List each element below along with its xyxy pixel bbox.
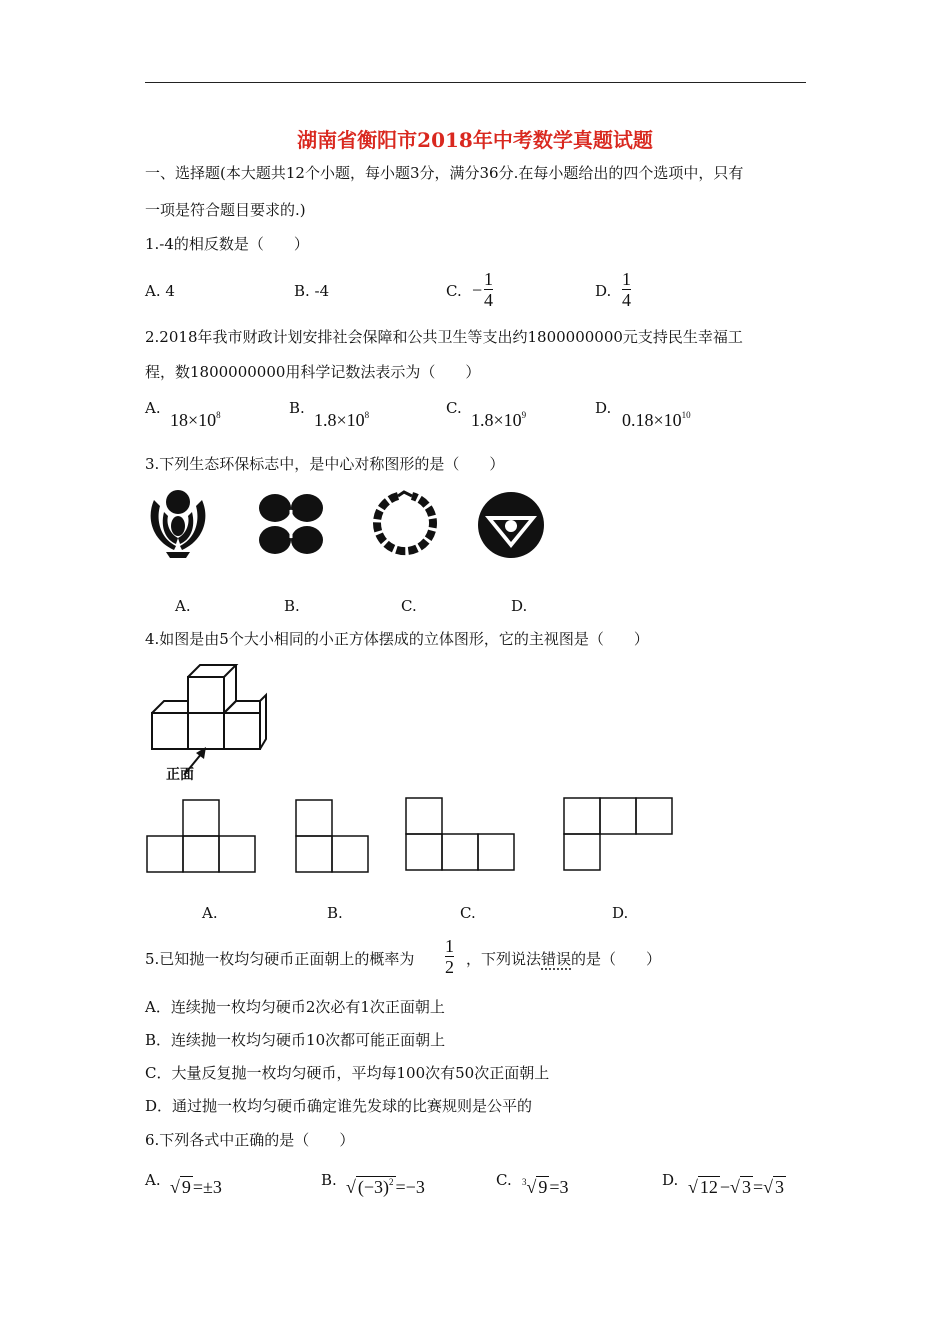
q5-option-b: B．连续抛一枚均匀硬币10次都可能正面朝上: [145, 1031, 446, 1049]
q3-label-d: D.: [511, 597, 528, 615]
q2-stem-line1: 2.2018年我市财政计划安排社会保障和公共卫生等支出约1800000000元支持民生幸福工: [145, 328, 743, 346]
q3-label-b: B.: [284, 597, 300, 615]
q2-option-b-label: B.: [289, 399, 305, 417]
q6-option-d-expr: √ 12 −√ 3 =√ 3: [688, 1177, 784, 1197]
q6-option-c-radicand: 9: [538, 1177, 548, 1197]
q6-option-c-index: 3: [522, 1177, 527, 1187]
q6-option-d-radicand-1: 12: [699, 1177, 718, 1197]
q6-option-c-rest: =3: [549, 1177, 569, 1197]
q2-option-d-base: 0.18×10: [622, 410, 682, 430]
q2-option-a-exponent: 8: [216, 410, 221, 420]
q3-label-a: A.: [175, 597, 191, 615]
q5-fraction-denominator: 2: [445, 957, 454, 977]
q3-stem: 3.下列生态环保标志中，是中心对称图形的是（ ）: [145, 455, 505, 473]
q6-option-c-label: C.: [496, 1171, 512, 1189]
q6-option-d-label: D.: [662, 1171, 679, 1189]
q1-option-c-label: C.: [446, 282, 462, 300]
q4-option-d-view: [562, 796, 676, 874]
q5-option-d: D．通过抛一枚均匀硬币确定谁先发球的比赛规则是公平的: [145, 1097, 533, 1115]
eco-symbol-b-icon: [253, 490, 329, 558]
q6-option-b-label: B.: [321, 1171, 337, 1189]
q6-option-c-expr: $^3$√ 9 =3: [522, 1177, 569, 1197]
q2-option-d-exponent: 10: [681, 410, 691, 420]
q5-option-c: C．大量反复抛一枚均匀硬币，平均每100次有50次正面朝上: [145, 1064, 550, 1082]
q2-option-a-expr: [170, 410, 221, 431]
q1-option-c-fraction: [484, 269, 493, 310]
q4-label-d: D.: [612, 904, 629, 922]
cube-stack-figure: [146, 663, 268, 781]
q2-option-c-expr: [471, 410, 526, 431]
q1-option-d-fraction: [622, 269, 631, 310]
q6-option-d-radicand-2: 3: [741, 1177, 751, 1197]
q4-option-c-view: [404, 796, 516, 874]
q2-option-a-base: 18×10: [170, 410, 217, 430]
q1-option-b: B. -4: [294, 282, 330, 300]
eco-symbol-a-icon: [146, 488, 210, 560]
q1-option-c-numerator: 1: [484, 269, 493, 289]
q1-option-d-numerator: 1: [622, 269, 631, 289]
q2-option-c-exponent: 9: [521, 410, 527, 420]
q5-stem-rest: [466, 949, 661, 969]
q2-stem-line2: 程，数1800000000用科学记数法表示为（ ）: [145, 363, 481, 381]
q6-option-d-minus: −: [719, 1177, 731, 1197]
q6-option-a-expr: √ 9 =±3: [170, 1177, 222, 1197]
q6-option-a-label: A.: [145, 1171, 161, 1189]
q4-label-a: A.: [202, 904, 218, 922]
top-rule: [145, 82, 806, 83]
q5-stem-emphasis: 错误: [541, 950, 572, 968]
q2-option-c-label: C.: [446, 399, 462, 417]
q2-option-a-label: A.: [145, 399, 161, 417]
q6-option-b-base: (−3): [357, 1177, 390, 1197]
q6-option-b-expr: √ $(-3)^2 =-3$: [346, 1177, 425, 1197]
q4-label-c: C.: [460, 904, 476, 922]
q3-label-c: C.: [401, 597, 417, 615]
q1-option-c-sign: −: [472, 280, 483, 300]
page-title: 湖南省衡阳市2018年中考数学真题试题: [297, 128, 653, 152]
q1-option-c-denominator: 4: [484, 290, 493, 310]
q2-option-b-expr: [314, 410, 369, 431]
section-heading-line1: 一、选择题(本大题共12个小题，每小题3分，满分36分.在每小题给出的四个选项中，只有: [145, 164, 744, 182]
q6-option-b-radicand: [356, 1176, 396, 1197]
q2-option-d-expr: [622, 410, 691, 431]
q1-option-d-denominator: 4: [622, 290, 631, 310]
q6-option-a-radicand: 9: [181, 1177, 191, 1197]
q1-option-d-label: D.: [595, 282, 612, 300]
q2-option-b-base: 1.8×10: [314, 410, 365, 430]
q6-stem: 6.下列各式中正确的是（ ）: [145, 1131, 355, 1149]
q6-option-a-rest: =±3: [192, 1177, 222, 1197]
front-label: 正面: [166, 767, 194, 783]
q2-option-d-label: D.: [595, 399, 612, 417]
q4-label-b: B.: [327, 904, 343, 922]
q1-stem: 1.-4的相反数是（ ）: [145, 235, 309, 253]
eco-symbol-c-icon: [370, 490, 440, 560]
eco-symbol-d-icon: [476, 490, 546, 560]
q6-option-d-equals: =: [752, 1177, 764, 1197]
q6-option-b-exponent: 2: [389, 1177, 394, 1187]
q4-option-b-view: [294, 798, 370, 874]
q5-option-a: A．连续抛一枚均匀硬币2次必有1次正面朝上: [145, 998, 445, 1016]
q6-option-d-radicand-3: 3: [774, 1177, 784, 1197]
q2-option-b-exponent: 8: [364, 410, 370, 420]
q5-stem-post: 的是（ ）: [571, 950, 662, 968]
q5-stem-mid: ，下列说法: [466, 950, 542, 968]
q5-stem-pre: 5.已知抛一枚均匀硬币正面朝上的概率为: [145, 950, 415, 968]
q5-fraction: [445, 936, 454, 977]
q5-fraction-numerator: 1: [445, 936, 454, 956]
q2-option-c-base: 1.8×10: [471, 410, 522, 430]
q6-option-b-rest: =−3: [395, 1177, 425, 1197]
q4-stem: 4.如图是由5个大小相同的小正方体摆成的立体图形，它的主视图是（ ）: [145, 630, 649, 648]
q4-option-a-view: [145, 798, 257, 874]
q1-option-a: A. 4: [145, 282, 175, 300]
section-heading-line2: 一项是符合题目要求的.): [145, 201, 306, 219]
